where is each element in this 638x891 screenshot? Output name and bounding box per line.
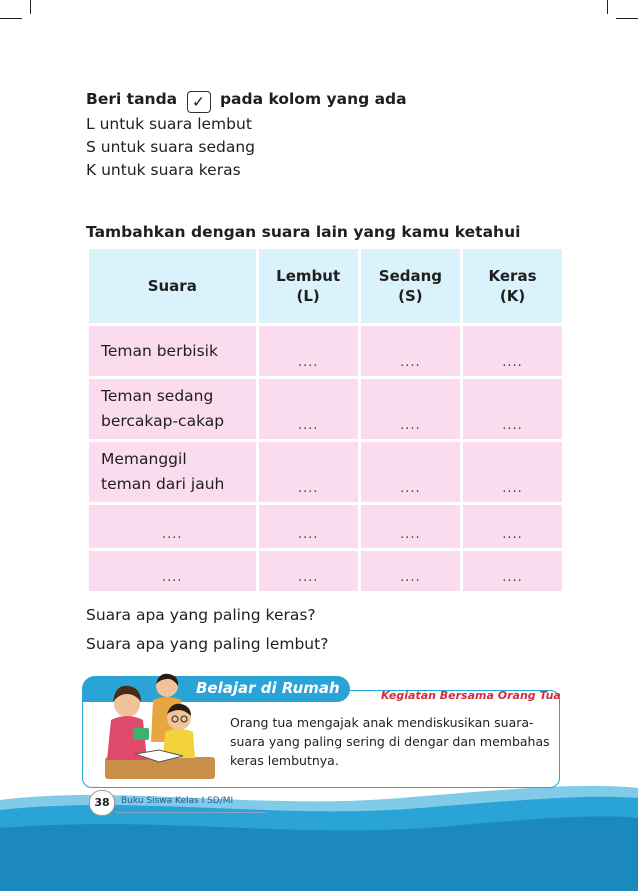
checkmark-box-icon: ✓ xyxy=(187,91,211,113)
row-label: Teman berbisik xyxy=(89,326,256,376)
sound-table xyxy=(86,246,565,594)
header-sedang: Sedang (S) xyxy=(361,249,460,323)
table-row xyxy=(89,551,562,591)
answer-cell[interactable]: .... xyxy=(463,505,562,548)
table-row xyxy=(89,442,562,502)
answer-cell[interactable]: .... xyxy=(259,442,358,502)
answer-cell[interactable]: .... xyxy=(361,551,460,591)
row-label: Teman sedang bercakap-cakap xyxy=(89,379,256,439)
table-row xyxy=(89,326,562,376)
table-row xyxy=(89,505,562,548)
answer-cell[interactable]: .... xyxy=(361,326,460,376)
crop-mark xyxy=(607,0,608,14)
question-loudest: Suara apa yang paling keras? xyxy=(86,606,316,624)
answer-cell[interactable]: .... xyxy=(259,551,358,591)
answer-cell[interactable]: .... xyxy=(361,442,460,502)
instruction-line xyxy=(86,88,407,113)
header-lembut: Lembut (L) xyxy=(259,249,358,323)
table-header-row xyxy=(89,249,562,323)
answer-cell[interactable]: .... xyxy=(463,326,562,376)
book-title: Buku Siswa Kelas I SD/MI xyxy=(121,796,234,806)
parent-activity-tagline: Kegiatan Bersama Orang Tua xyxy=(381,689,561,702)
answer-cell[interactable]: .... xyxy=(259,505,358,548)
footer-rule xyxy=(116,812,266,813)
answer-cell[interactable]: .... xyxy=(361,505,460,548)
parent-child-reading-illustration xyxy=(95,672,225,782)
header-keras: Keras (K) xyxy=(463,249,562,323)
crop-mark xyxy=(0,18,22,19)
row-label-blank[interactable]: .... xyxy=(89,551,256,591)
answer-cell[interactable]: .... xyxy=(463,379,562,439)
answer-cell[interactable]: .... xyxy=(361,379,460,439)
header-suara: Suara xyxy=(89,249,256,323)
answer-cell[interactable]: .... xyxy=(463,442,562,502)
answer-cell[interactable]: .... xyxy=(259,379,358,439)
instruction-before: Beri tanda xyxy=(86,90,178,108)
row-label: Memanggil teman dari jauh xyxy=(89,442,256,502)
table-row xyxy=(89,379,562,439)
crop-mark xyxy=(30,0,31,14)
crop-mark xyxy=(616,18,638,19)
page-number: 38 xyxy=(89,790,115,816)
instruction-after: pada kolom yang ada xyxy=(219,90,407,108)
answer-cell[interactable]: .... xyxy=(463,551,562,591)
answer-cell[interactable]: .... xyxy=(259,326,358,376)
legend-item: K untuk suara keras xyxy=(86,161,241,179)
row-label-blank[interactable]: .... xyxy=(89,505,256,548)
home-activity-text: Orang tua mengajak anak mendiskusikan suara-suara yang paling sering di dengar dan membahas keras lembutnya. xyxy=(230,715,550,768)
home-title: Belajar di Rumah xyxy=(196,679,340,697)
legend-item: L untuk suara lembut xyxy=(86,115,252,133)
instructions xyxy=(86,88,407,182)
subheading: Tambahkan dengan suara lain yang kamu ketahui xyxy=(86,223,521,241)
legend-item: S untuk suara sedang xyxy=(86,138,256,156)
question-softest: Suara apa yang paling lembut? xyxy=(86,635,329,653)
